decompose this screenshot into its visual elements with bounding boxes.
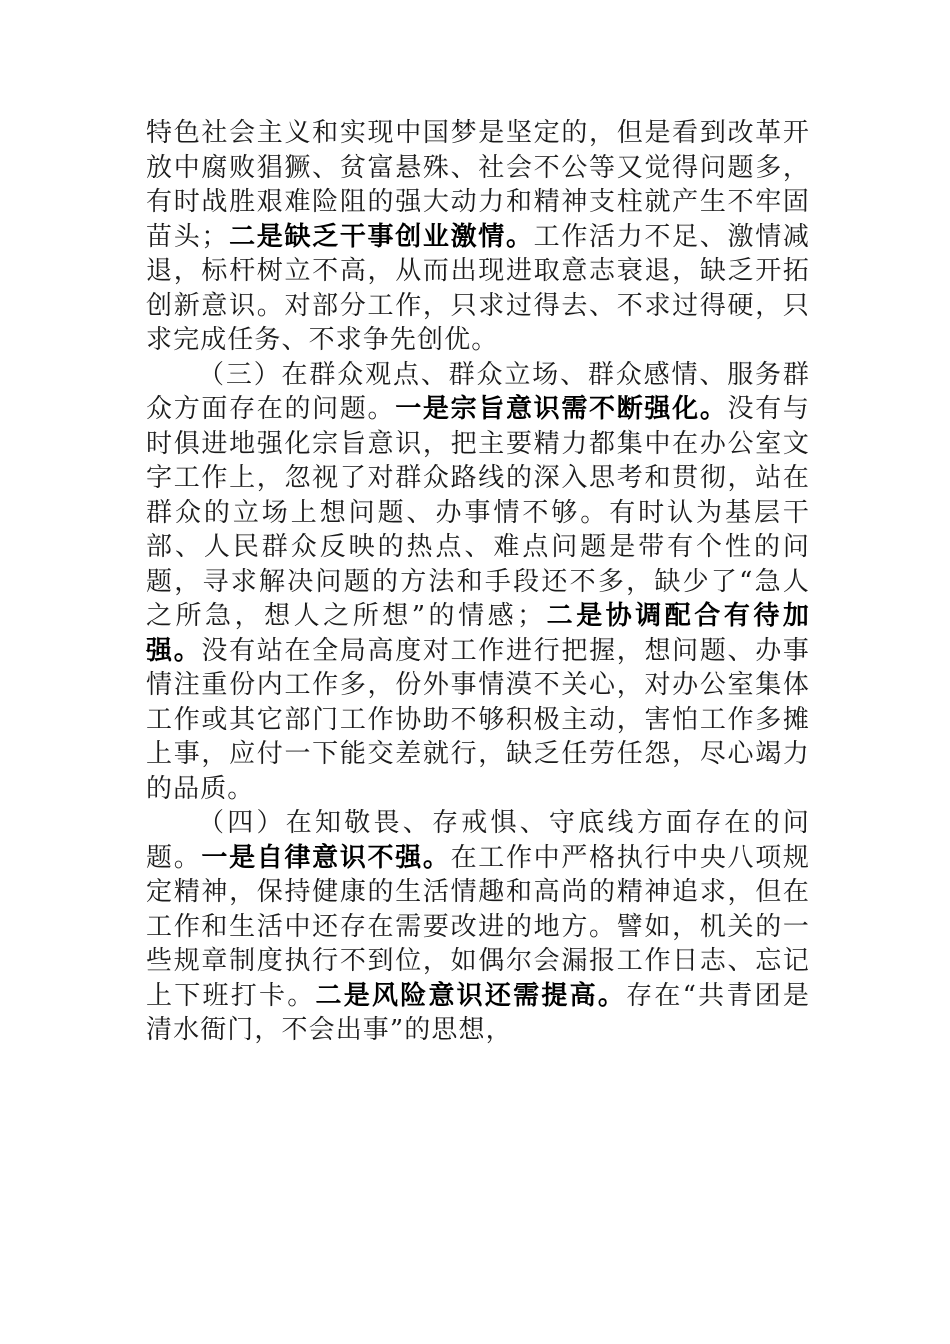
section-heading: （四）在知敬畏、存戒惧、守底线方面存在的问题。 [146, 808, 810, 873]
text-run: 没有站在全局高度对工作进行把握，想问题、办事情注重份内工作多，份外事情漠不关心，对办公室集体工作或其它部门工作协助不够积极主动，害怕工作多摊上事，应付一下能交差就行，缺乏任劳任怨，尽心竭力的品质。 [146, 635, 811, 804]
bold-heading: 一是宗旨意识需不断强化。 [395, 394, 728, 424]
para-section-four [146, 806, 810, 1048]
text-run: 在工作中严格执行中央八项规定精神，保持健康的生活情趣和高尚的精神追求，但在工作和生活中还存在需要改进的地方。譬如，机关的一些规章制度执行不到位，如偶尔会漏报工作日志、忘记上下班打卡。 [146, 842, 810, 1011]
para-continuation [146, 116, 810, 358]
bold-heading: 一是自律意识不强。 [201, 842, 451, 873]
text-run: 存在“共青团是清水衙门，不会出事”的思想， [146, 980, 810, 1045]
document-body [146, 116, 810, 1048]
bold-heading: 二是缺乏干事创业激情。 [228, 221, 534, 252]
section-heading: （三）在群众观点、群众立场、群众感情、服务群众方面存在的问题。 [146, 359, 810, 424]
bold-heading: 二是协调配合有待加强。 [146, 601, 810, 666]
text-run: 工作活力不足、激情减退，标杆树立不高，从而出现进取意志衰退，缺乏开拓创新意识。对部分工作，只求过得去、不求过得硬，只求完成任务、不求争先创优。 [146, 221, 810, 355]
text-run: 没有与时俱进地强化宗旨意识，把主要精力都集中在办公室文字工作上，忽视了对群众路线的深入思考和贯彻，站在群众的立场上想问题、办事情不够。有时认为基层干部、人民群众反映的热点、难点问题是带有个性的问题，寻求解决问题的方法和手段还不多，缺少了“急人之所急，想人之所想”的情感； [146, 394, 810, 631]
para-section-three [146, 358, 810, 807]
bold-heading: 二是风险意识还需提高。 [315, 980, 627, 1011]
text-run: 特色社会主义和实现中国梦是坚定的，但是看到改革开放中腐败猖獗、贫富悬殊、社会不公等又觉得问题多，有时战胜艰难险阻的强大动力和精神支柱就产生不牢固苗头； [146, 118, 810, 252]
